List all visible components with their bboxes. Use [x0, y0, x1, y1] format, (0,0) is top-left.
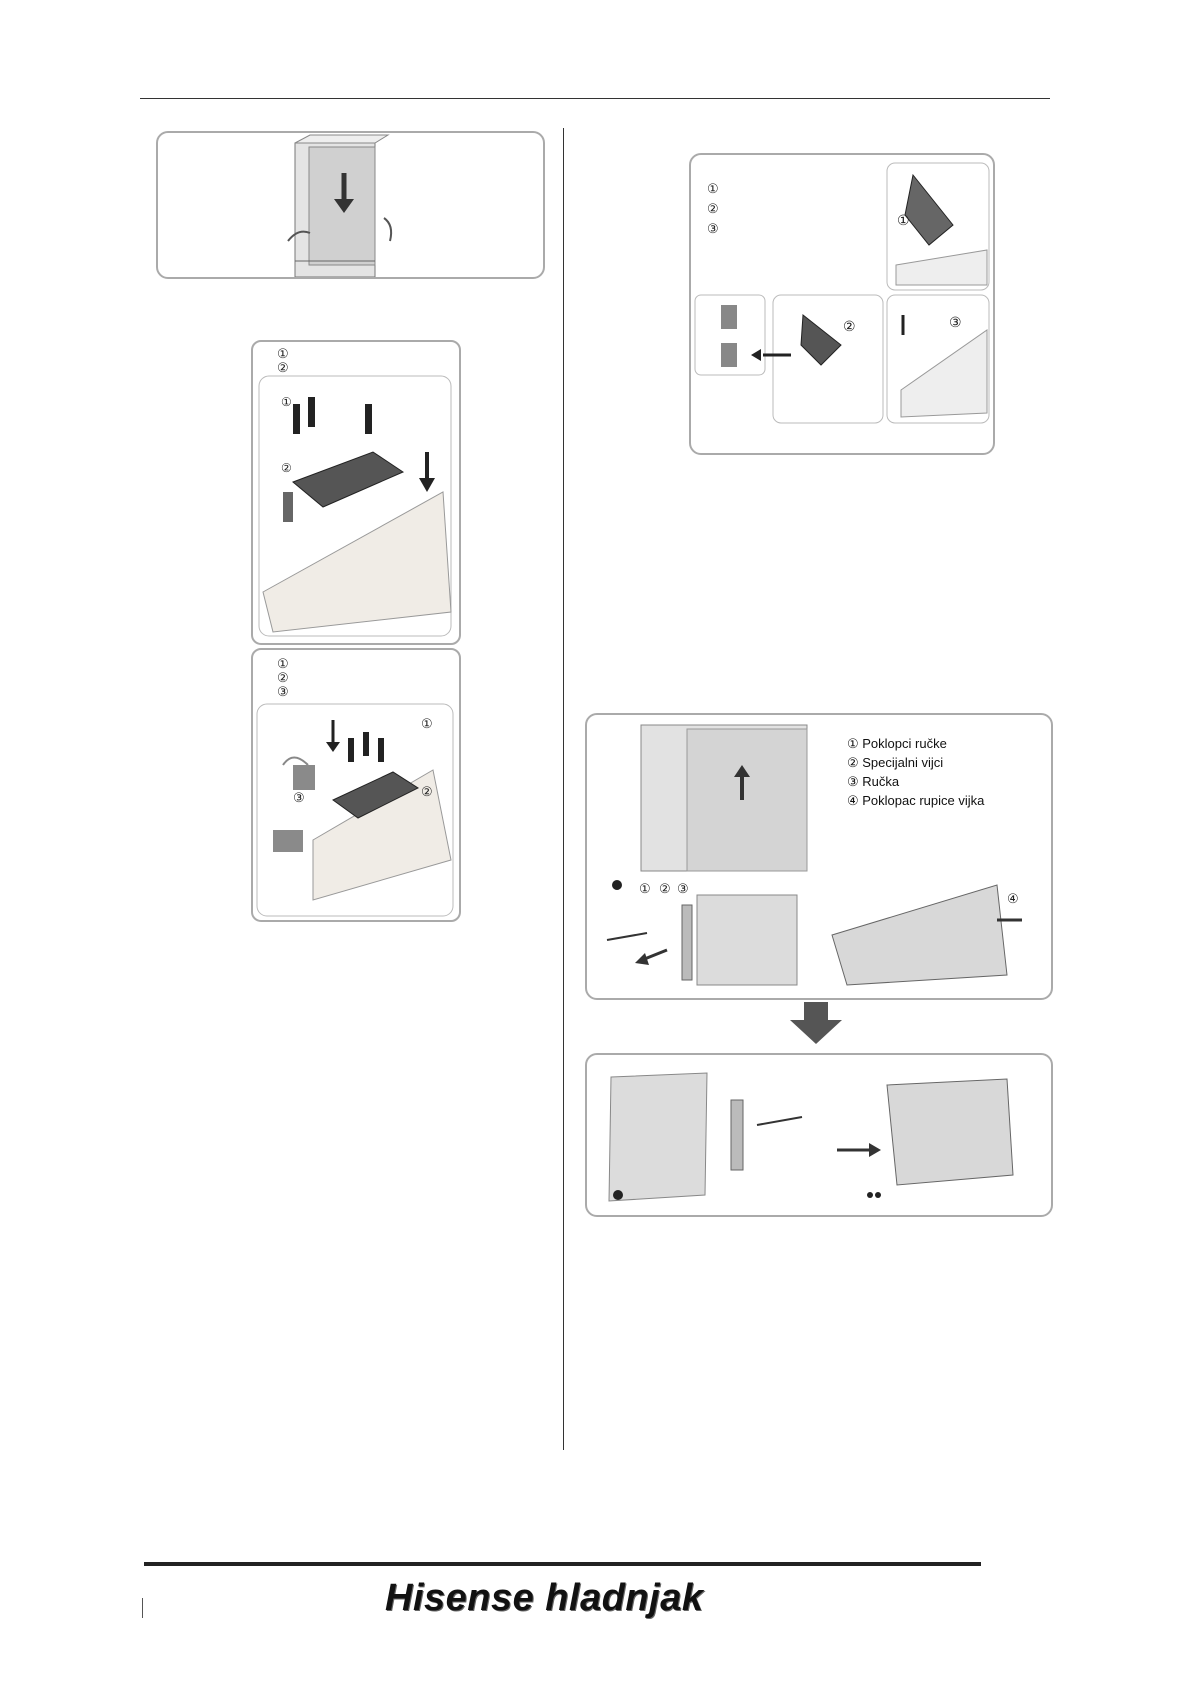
- svg-text:②: ②: [659, 881, 671, 896]
- footer-tick: [142, 1598, 143, 1618]
- footer-rule: [144, 1562, 981, 1566]
- marker-1: ①: [277, 656, 289, 671]
- figure-handle-reassemble: [585, 1053, 1053, 1217]
- legend-special-screws: ② Specijalni vijci: [847, 755, 944, 770]
- svg-text:③: ③: [293, 790, 305, 805]
- figure-hinge-cover: [689, 153, 995, 455]
- marker-2: ②: [277, 670, 289, 685]
- svg-text:③: ③: [949, 314, 962, 330]
- marker-3: ③: [277, 684, 289, 699]
- svg-text:②: ②: [421, 784, 433, 799]
- marker-2: ②: [707, 201, 719, 216]
- figure-handle-removal: [585, 713, 1053, 1000]
- figure-lift-door: [156, 131, 545, 279]
- legend-handle-covers: ① Poklopci ručke: [847, 736, 947, 751]
- svg-text:③: ③: [677, 881, 689, 896]
- svg-text:②: ②: [843, 318, 856, 334]
- hinge-mount-illustration: [253, 650, 459, 920]
- marker-1: ①: [277, 346, 289, 361]
- svg-text:①: ①: [281, 395, 292, 409]
- fridge-lift-illustration: [158, 133, 543, 277]
- svg-text:④: ④: [1007, 891, 1019, 906]
- svg-text:②: ②: [281, 461, 292, 475]
- figure-hinge-reassemble: [251, 648, 461, 922]
- legend-handle: ③ Ručka: [847, 774, 900, 789]
- figure-top-hinge: [251, 340, 461, 645]
- marker-1: ①: [707, 181, 719, 196]
- column-divider: [563, 128, 564, 1450]
- handle-reassemble-illustration: [587, 1055, 1051, 1215]
- svg-text:①: ①: [897, 212, 910, 228]
- hinge-cover-illustration: [691, 155, 993, 453]
- svg-text:①: ①: [421, 716, 433, 731]
- marker-3: ③: [707, 221, 719, 236]
- hinge-screws-illustration: [253, 342, 459, 643]
- down-arrow-icon: [790, 1002, 842, 1044]
- svg-text:①: ①: [639, 881, 651, 896]
- handle-removal-illustration: [587, 715, 1051, 998]
- header-rule: [140, 98, 1050, 99]
- legend-screw-hole-cover: ④ Poklopac rupice vijka: [847, 793, 985, 808]
- footer-brand: Hisense hladnjak: [385, 1577, 704, 1619]
- marker-2: ②: [277, 360, 289, 375]
